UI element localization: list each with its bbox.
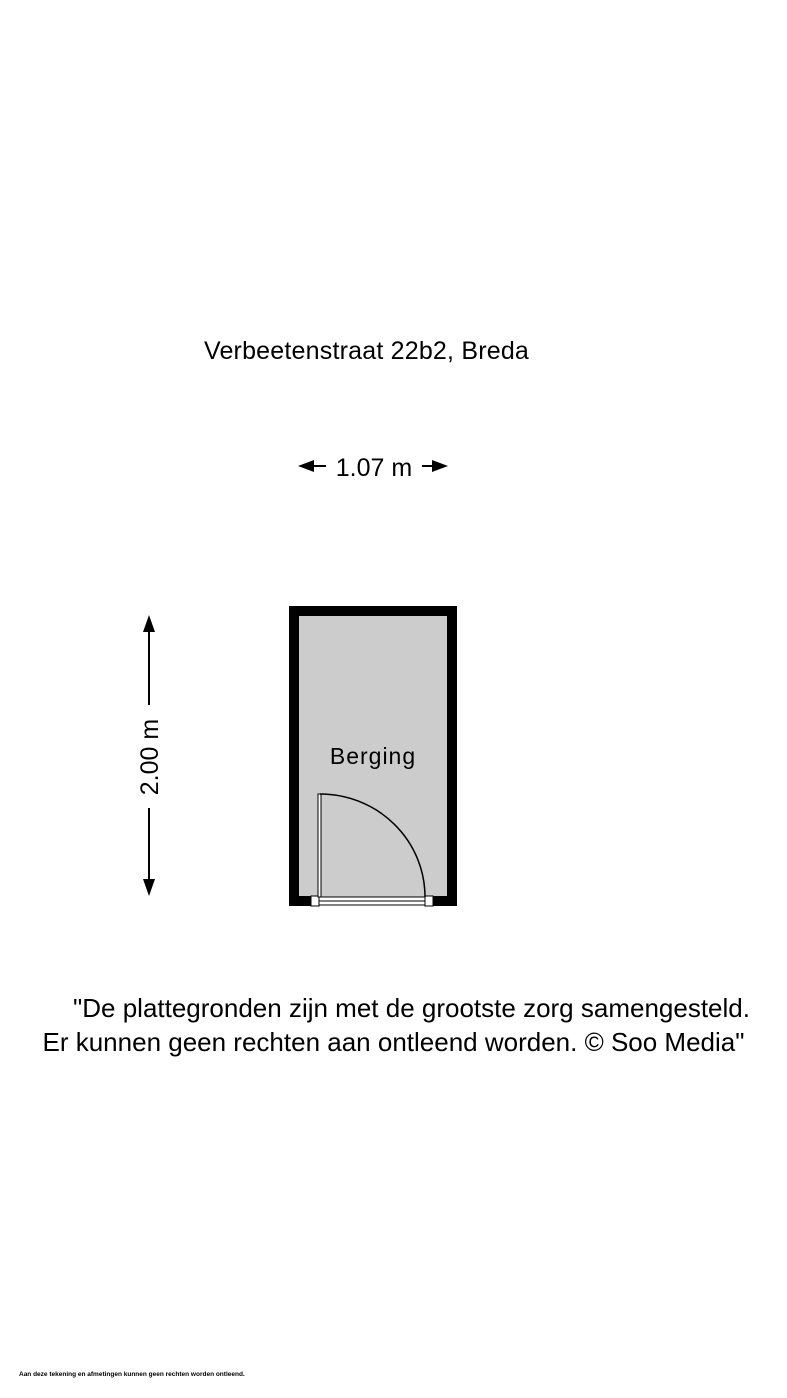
wall-left <box>289 606 299 906</box>
height-dimension <box>136 615 164 896</box>
wall-right <box>447 606 457 906</box>
wall-bottom-right <box>433 896 457 906</box>
width-dimension-label: 1.07 m <box>335 454 413 482</box>
room-berging <box>289 606 457 906</box>
width-dimension <box>298 454 448 482</box>
wall-top <box>289 606 457 616</box>
disclaimer-line-1: "De plattegronden zijn met de grootste zorg samengesteld. <box>73 993 750 1023</box>
door-leaf <box>318 794 321 897</box>
wall-bottom-left <box>289 896 311 906</box>
disclaimer-line-2: Er kunnen geen rechten aan ontleend worden. © Soo Media" <box>42 1027 745 1057</box>
door-jamb-right <box>425 896 433 906</box>
arrow-right-icon <box>432 460 448 472</box>
arrow-up-icon <box>143 615 155 632</box>
room-label: Berging <box>329 743 417 769</box>
footnote: Aan deze tekening en afmetingen kunnen geen rechten worden ontleend. <box>19 1371 245 1378</box>
height-dimension-label: 2.00 m <box>136 718 164 796</box>
arrow-down-icon <box>143 879 155 896</box>
arrow-left-icon <box>298 460 314 472</box>
floorplan-title: Verbeetenstraat 22b2, Breda <box>203 337 530 365</box>
